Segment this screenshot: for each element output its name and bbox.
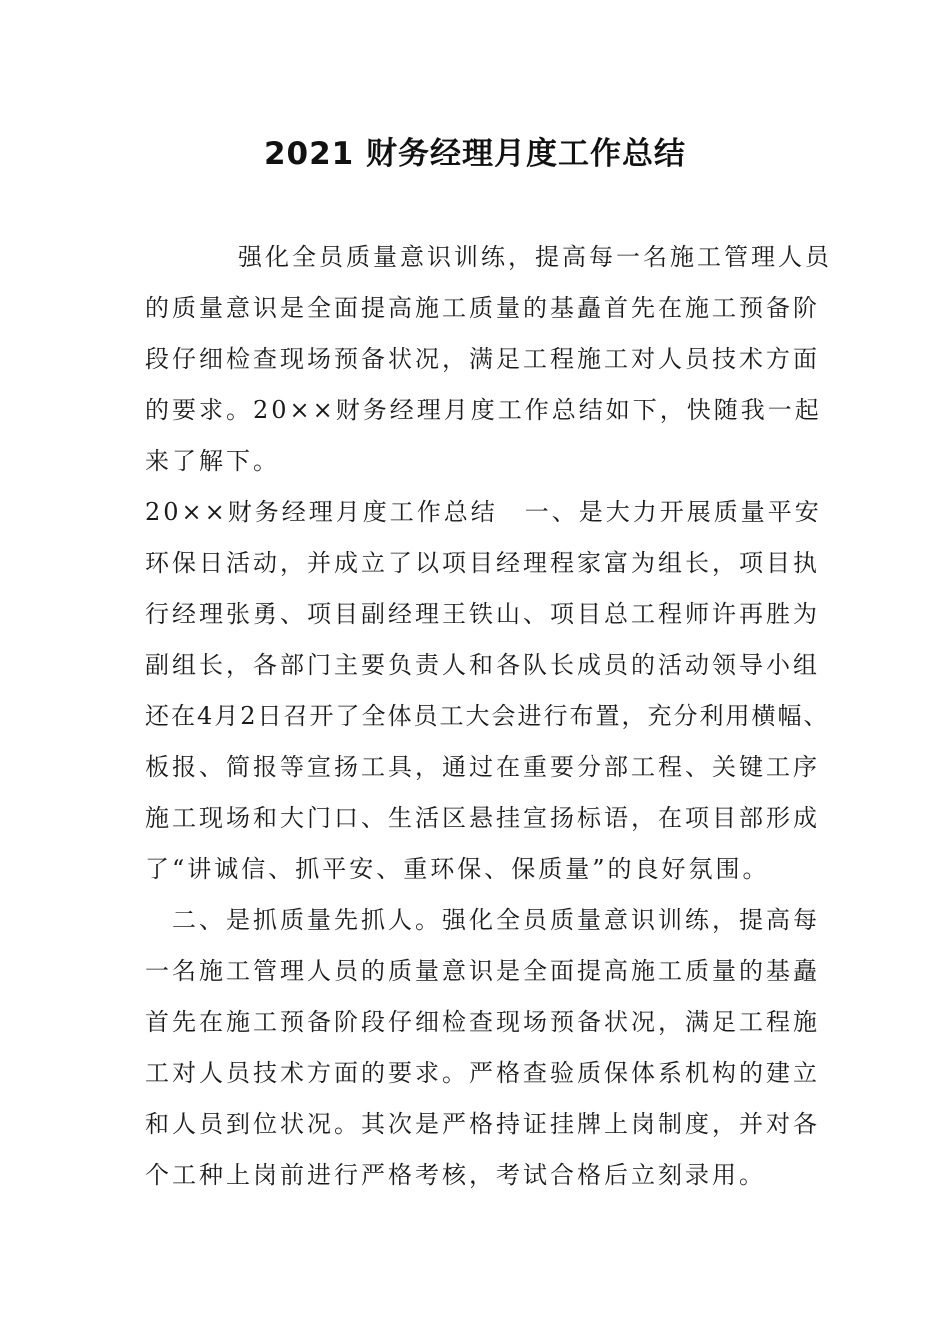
paragraph-line: 首先在施工预备阶段仔细检查现场预备状况，满足工程施 [145, 1008, 820, 1036]
paragraph-line: 的质量意识是全面提高施工质量的基矗首先在施工预备阶 [145, 294, 820, 322]
paragraph-line: 施工现场和大门口、生活区悬挂宣扬标语，在项目部形成 [145, 804, 820, 832]
paragraph-line: 环保日活动，并成立了以项目经理程家富为组长，项目执 [145, 549, 820, 577]
paragraph-line: 一名施工管理人员的质量意识是全面提高施工质量的基矗 [145, 957, 820, 985]
paragraph-line: 个工种上岗前进行严格考核，考试合格后立刻录用。 [145, 1161, 766, 1189]
paragraph-line: 强化全员质量意识训练，提高每一名施工管理人员 [238, 243, 832, 271]
paragraph-line: 工对人员技术方面的要求。严格查验质保体系机构的建立 [145, 1059, 820, 1087]
paragraph-line: 副组长，各部门主要负责人和各队长成员的活动领导小组 [145, 651, 820, 679]
paragraph-line: 段仔细检查现场预备状况，满足工程施工对人员技术方面 [145, 345, 820, 373]
paragraph-line: 来了解下。 [145, 447, 280, 475]
paragraph-line: 20××财务经理月度工作总结 一、是大力开展质量平安 [145, 498, 822, 526]
document-title: 2021 财务经理月度工作总结 [263, 136, 687, 172]
paragraph-line: 和人员到位状况。其次是严格持证挂牌上岗制度，并对各 [145, 1110, 820, 1138]
paragraph-line: 二、是抓质量先抓人。强化全员质量意识训练，提高每 [172, 906, 820, 934]
paragraph-line: 还在4月2日召开了全体员工大会进行布置，充分利用横幅、 [145, 702, 830, 730]
paragraph-line: 板报、简报等宣扬工具，通过在重要分部工程、关键工序 [145, 753, 820, 781]
paragraph-line: 了“讲诚信、抓平安、重环保、保质量”的良好氛围。 [145, 855, 770, 883]
paragraph-line: 的要求。20××财务经理月度工作总结如下，快随我一起 [145, 396, 822, 424]
paragraph-line: 行经理张勇、项目副经理王铁山、项目总工程师许再胜为 [145, 600, 820, 628]
